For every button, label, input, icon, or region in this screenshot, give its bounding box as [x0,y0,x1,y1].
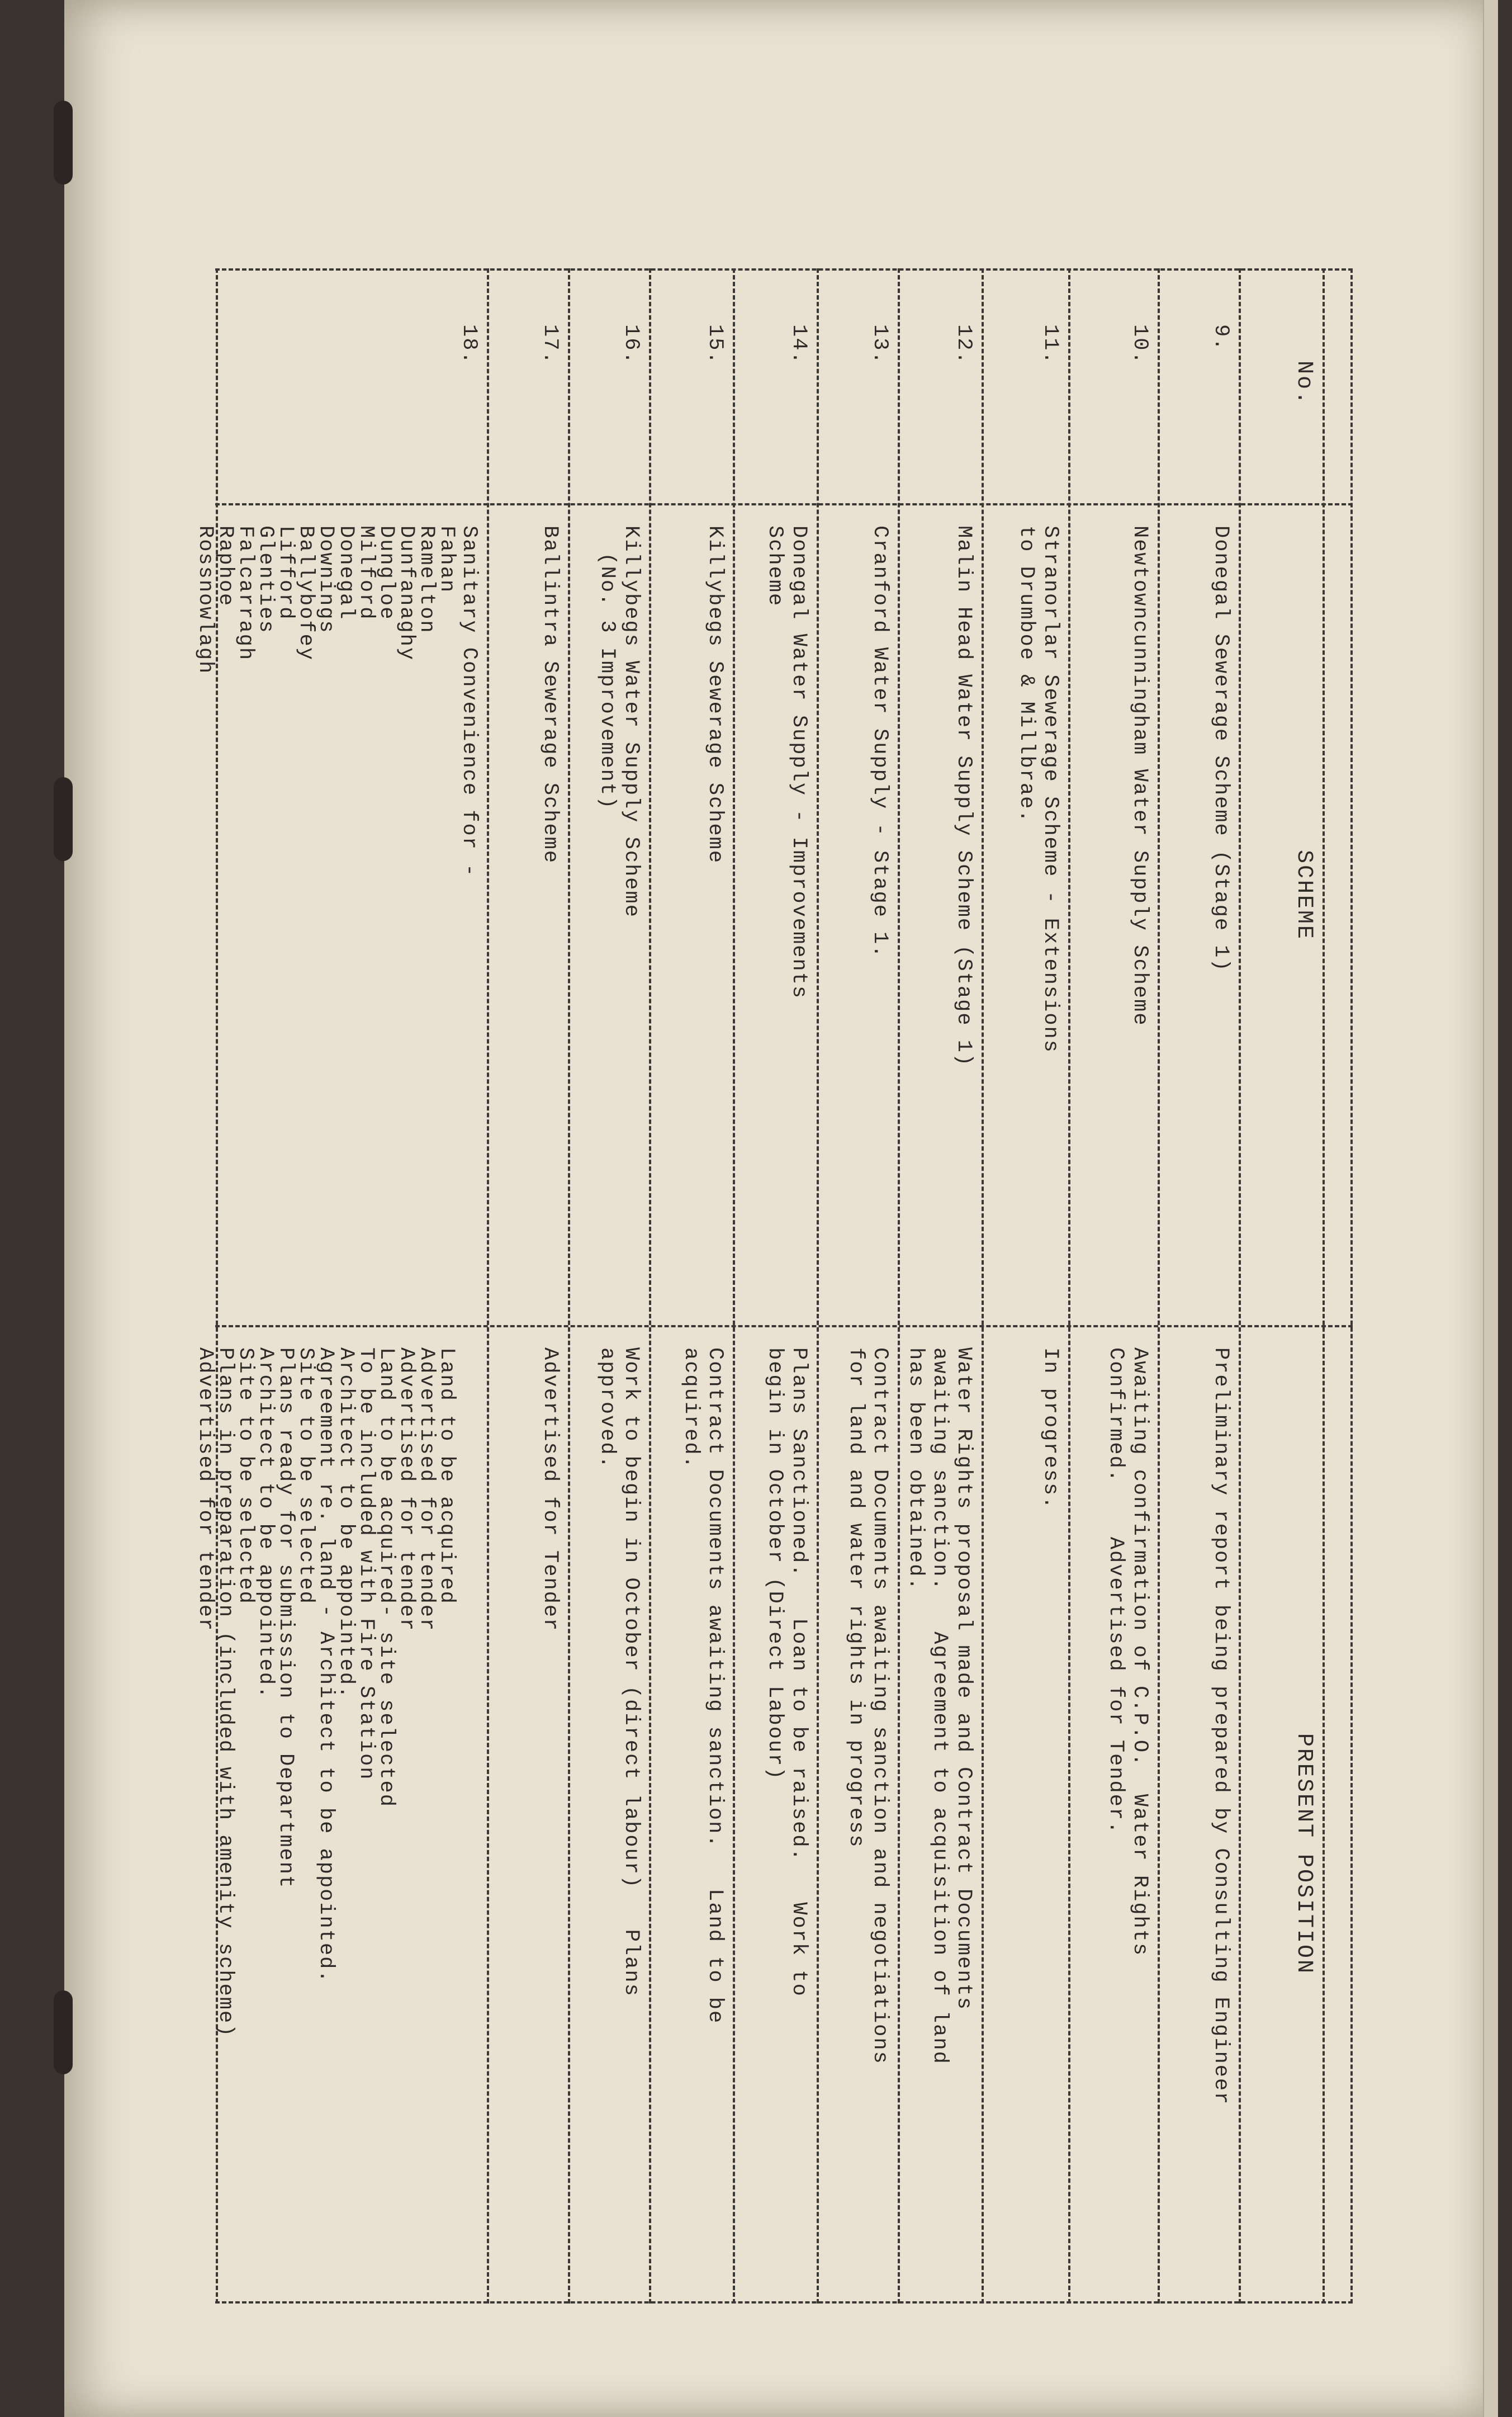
row-no: 13. [868,324,892,365]
row-scheme: Sanitary Convenience for - [457,526,481,878]
row-no: 9. [1209,324,1233,352]
convenience-status: Advertised for tender [395,1347,418,1632]
row-no: 17. [538,324,562,365]
convenience-place: Downings [314,526,338,634]
convenience-place: Dungloe [375,526,398,621]
convenience-place: Raphoe [214,526,237,607]
header-no: No. [1291,361,1316,406]
header-position: PRESENT POSITION [1291,1733,1316,1975]
convenience-place: Rossnowlagh [193,526,217,675]
convenience-place: Lifford [274,526,297,621]
row-scheme: Donegal Water Supply - Improvements Scheme [763,526,810,1000]
row-position: Preliminary report being prepared by Consulting Engineer [1209,1347,1233,2106]
row-scheme: Donegal Sewerage Scheme (Stage 1) [1209,526,1233,972]
row-no: 12. [952,324,975,365]
convenience-status: Architect to be appointed. [254,1347,277,1700]
row-scheme: Newtowncunningham Water Supply Scheme [1128,526,1151,1027]
row-scheme: Stranorlar Sewerage Scheme - Extensions to Drumboe & Millbrae. [1015,526,1062,1053]
row-position: In progress. [1039,1347,1062,1510]
convenience-status: Land to be acquired [435,1347,458,1605]
schemes-table [193,268,1353,2304]
convenience-status: Advertised for tender [193,1347,217,1632]
page-edge [1483,0,1498,2417]
convenience-status: Plans in preparation (included with amenity scheme) [214,1347,237,2038]
row-position: Work to begin in October (direct labour) Plans approved. [595,1347,643,1997]
row-position: Plans Sanctioned. Loan to be raised. Work to begin in October (Direct Labour) [763,1347,810,1997]
convenience-status: Land to be acquired- site selected [375,1347,398,1808]
header-scheme: SCHEME [1291,850,1316,941]
convenience-status: Architect to be appointed. [334,1347,358,1700]
row-no: 10. [1128,324,1151,365]
convenience-place: Dunfanaghy [395,526,418,661]
row-scheme: Cranford Water Supply - Stage 1. [868,526,892,959]
row-position: Contract Documents awaiting sanction. Land to be acquired. [679,1347,727,2025]
convenience-status: Plans ready for submission to Department [274,1347,297,1889]
convenience-place: Ramelton [415,526,438,634]
convenience-place: Milford [354,526,378,621]
row-scheme: Ballintra Sewerage Scheme [538,526,562,864]
row-no: 16. [619,324,643,365]
convenience-place: Ballybofey [294,526,317,661]
convenience-status: Advertised for tender [415,1347,438,1632]
convenience-status: To be included with Fire Station [354,1347,378,1781]
row-position: Contract Documents awaiting sanction and negotiations for land and water rights in progress [844,1347,892,2065]
convenience-place: Falcarragh [234,526,257,661]
convenience-status: Agreement re. land - Architect to be appointed. [314,1347,338,1984]
convenience-status: Site to be selected [234,1347,257,1605]
convenience-place: Glenties [254,526,277,634]
convenience-place: Donegal [334,526,358,621]
convenience-place: Fahan [435,526,458,594]
convenience-status: Site to be selected [294,1347,317,1605]
row-no: 11. [1039,324,1062,365]
row-scheme: Malin Head Water Supply Scheme (Stage 1) [952,526,975,1067]
row-position: Water Rights proposal made and Contract Documents awaiting sanction. Agreement to acquisition of land has been obtained. [904,1347,975,2065]
row-no: 18. [457,324,481,365]
row-scheme: Killybegs Water Supply Scheme (No. 3 Improvement) [595,526,643,918]
row-position: Awaiting confirmation of C.P.O. Water Rights Confirmed. Advertised for Tender. [1104,1347,1151,1957]
row-no: 15. [703,324,727,365]
row-scheme: Killybegs Sewerage Scheme [703,526,727,864]
row-position: Advertised for Tender [538,1347,562,1632]
row-no: 14. [787,324,810,365]
